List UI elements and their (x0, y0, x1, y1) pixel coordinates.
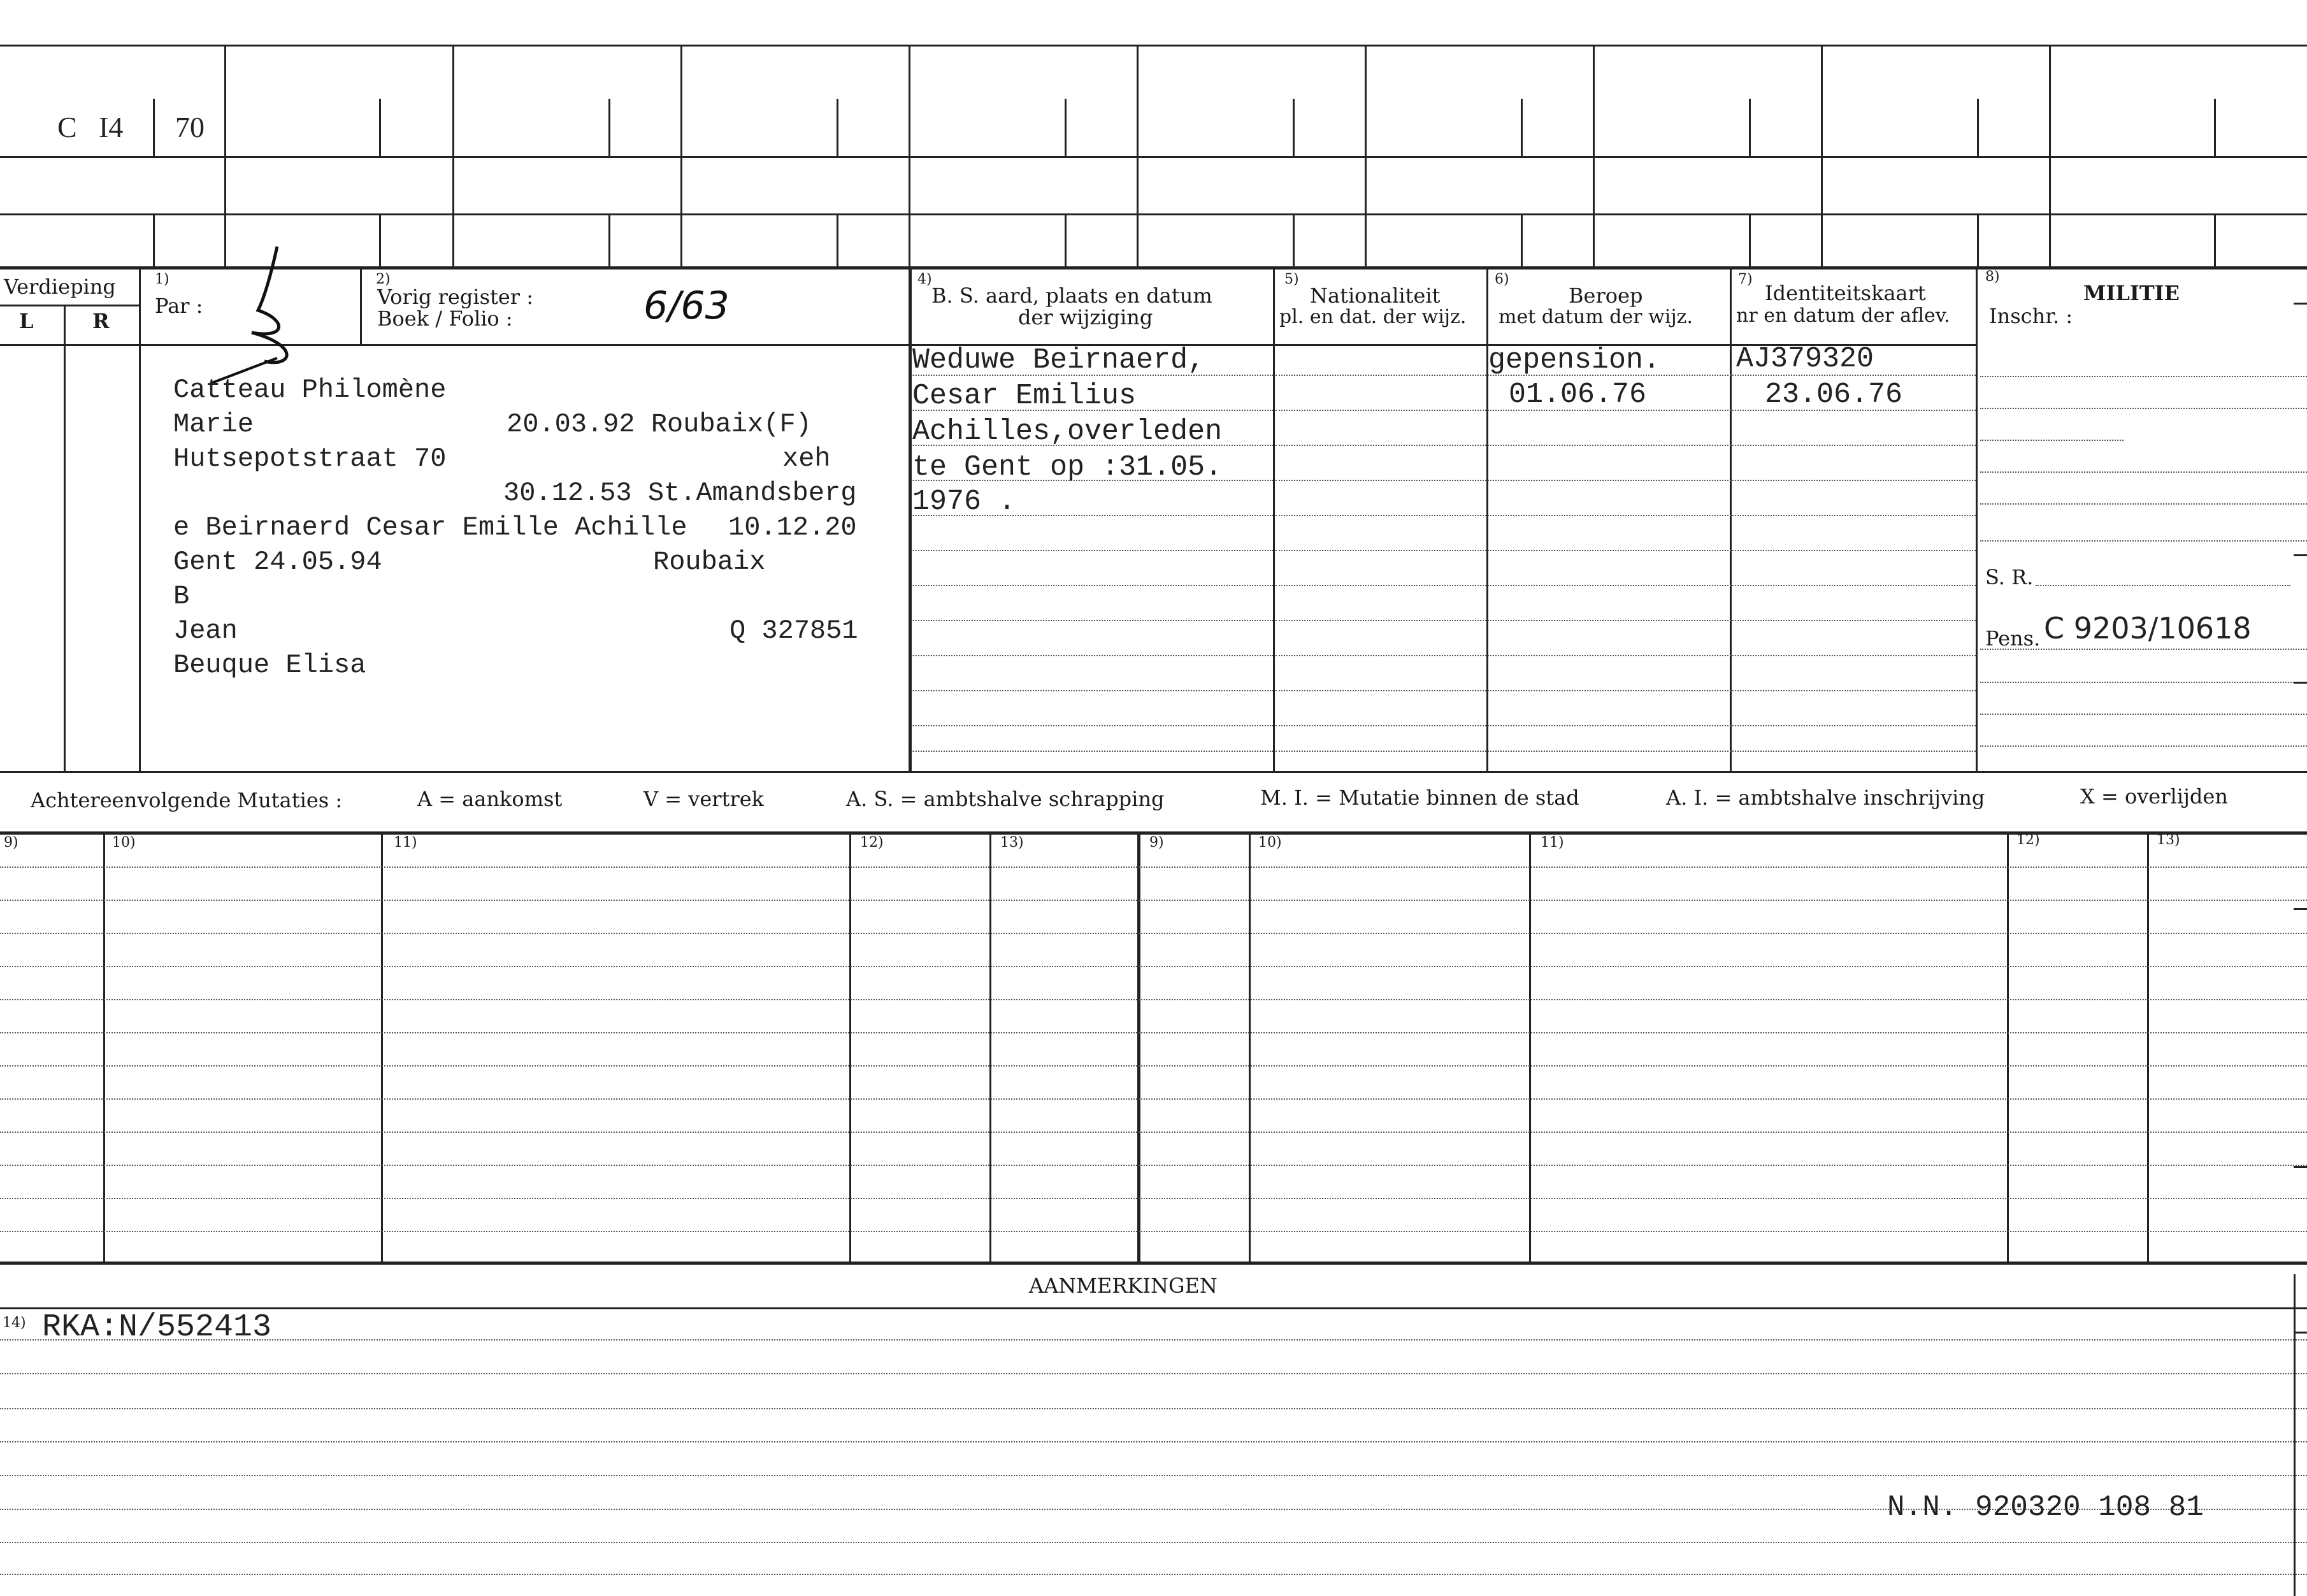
col2-label-line1: Vorig register : (377, 285, 534, 309)
legend-vertrek: V = vertrek (643, 787, 765, 811)
mut-col-9-right: 9) (1149, 835, 1164, 851)
col4-label-line1: B. S. aard, plaats en datum (931, 284, 1212, 308)
mut-col-12-right: 12) (2016, 832, 2040, 848)
person-line4: 30.12.53 St.Amandsberg (503, 478, 857, 508)
mut-col-12-left: 12) (860, 835, 884, 851)
beroep-date: 01.06.76 (1509, 378, 1647, 411)
ref-code-letter: C (57, 111, 77, 143)
verdieping-left: L (19, 309, 34, 333)
mut-col-11-right: 11) (1541, 835, 1564, 851)
inschr-label: Inschr. : (1989, 304, 2073, 328)
col7-label-line1: Identiteitskaart (1765, 281, 1926, 305)
par-handwritten-mark (191, 237, 319, 384)
militie-label: MILITIE (2083, 281, 2180, 305)
person-line8-name: Jean (173, 615, 238, 646)
person-line1: Catteau Philomène (173, 375, 447, 405)
col4-number: 4) (917, 271, 932, 287)
legend-ambtshalve-schrapping: A. S. = ambtshalve schrapping (846, 787, 1165, 811)
legend-overlijden: X = overlijden (2080, 784, 2228, 809)
ref-code-number: 70 (175, 111, 205, 143)
col5-label-line1: Nationaliteit (1310, 284, 1441, 308)
person-line6-city: Roubaix (653, 547, 766, 577)
sr-label: S. R. (1985, 565, 2034, 589)
col6-number: 6) (1495, 271, 1509, 287)
person-line9: Beuque Elisa (173, 650, 366, 680)
aanmerkingen-number: 14) (3, 1315, 26, 1331)
change-line-4: te Gent op :31.05. (912, 451, 1223, 484)
col8-number: 8) (1985, 269, 2000, 285)
id-card-date: 23.06.76 (1765, 378, 1903, 411)
person-line5-spouse: e Beirnaerd Cesar Emille Achille (173, 512, 687, 543)
col2-label-line2: Boek / Folio : (377, 306, 513, 331)
col7-number: 7) (1738, 271, 1753, 287)
col7-label-line2: nr en datum der aflev. (1736, 305, 1950, 327)
id-card-number: AJ379320 (1736, 343, 1874, 375)
person-line5-date: 10.12.20 (728, 512, 857, 543)
person-line2-birth: 20.03.92 Roubaix(F) (507, 409, 812, 440)
col5-label-line2: pl. en dat. der wijz. (1279, 306, 1467, 328)
person-line7: B (173, 581, 190, 612)
verdieping-label: Verdieping (4, 275, 116, 299)
ref-code-section: I4 (99, 111, 124, 143)
person-line3-address: Hutsepotstraat 70 (173, 443, 447, 474)
change-line-3: Achilles,overleden (912, 415, 1223, 448)
nn-number: N.N. 920320 108 81 (1887, 1491, 2204, 1524)
col2-number: 2) (376, 271, 391, 287)
change-line-2: Cesar Emilius (912, 380, 1137, 412)
col6-label-line1: Beroep (1569, 284, 1643, 308)
mut-col-10-left: 10) (112, 835, 136, 851)
mutaties-label: Achtereenvolgende Mutaties : (31, 788, 343, 812)
person-line2-name: Marie (173, 409, 254, 440)
mut-col-13-right: 13) (2157, 832, 2180, 848)
change-line-5: 1976 . (912, 485, 1016, 518)
col4-label-line2: der wijziging (1018, 305, 1153, 329)
verdieping-right: R (92, 309, 110, 333)
pens-label: Pens. (1985, 626, 2041, 651)
legend-mutatie-binnen-stad: M. I. = Mutatie binnen de stad (1260, 786, 1579, 810)
pens-value: C 9203/10618 (2044, 611, 2252, 645)
mut-col-11-left: 11) (394, 835, 417, 851)
person-line8-number: Q 327851 (729, 615, 858, 646)
col2-value: 6/63 (643, 284, 729, 328)
col1-label: Par : (155, 294, 203, 318)
mut-col-13-left: 13) (1000, 835, 1024, 851)
person-line6-place: Gent 24.05.94 (173, 547, 382, 577)
change-line-1: Weduwe Beirnaerd, (912, 344, 1205, 377)
legend-ambtshalve-inschrijving: A. I. = ambtshalve inschrijving (1666, 786, 1985, 810)
mut-col-9-left: 9) (4, 835, 18, 851)
col6-label-line2: met datum der wijz. (1498, 306, 1693, 328)
aanmerkingen-title: AANMERKINGEN (1029, 1274, 1218, 1298)
rka-number: RKA:N/552413 (42, 1309, 272, 1346)
mut-col-10-right: 10) (1258, 835, 1282, 851)
person-line3-mark: xeh (782, 443, 831, 474)
col1-number: 1) (155, 271, 169, 287)
legend-aankomst: A = aankomst (417, 787, 563, 811)
beroep-value: gepension. (1488, 344, 1661, 377)
col5-number: 5) (1284, 271, 1299, 287)
